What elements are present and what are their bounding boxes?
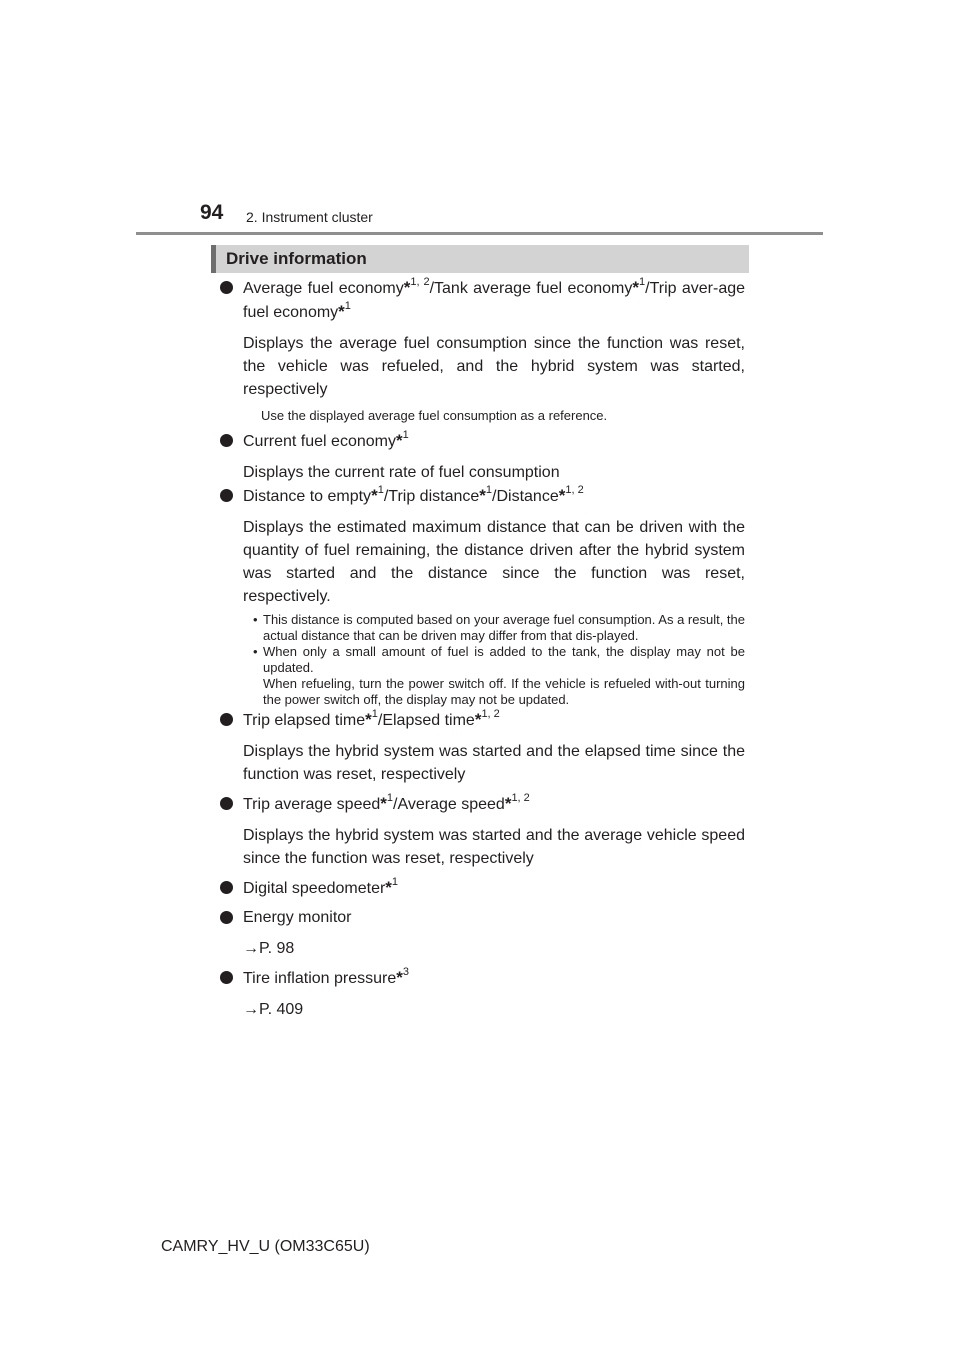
header-rule [136,232,823,235]
asterisk-icon: * [395,431,403,450]
footnote-ref: 1 [344,300,351,312]
note-item: • This distance is computed based on your average fuel consumption. As a result, the actual distance that can be driven may differ from that dis-played. [253,612,745,644]
footnote-ref: 1, 2 [481,708,500,720]
footnote-ref: 1 [371,708,378,720]
list-item [220,429,745,484]
note-item: • When only a small amount of fuel is added to the tank, the display may not be updated. When refueling, turn the power switch off. If the vehicle is refueled with-out turning the power switch off, the display may not be updated. [253,644,745,708]
list-item [220,708,745,786]
bullet-icon [220,797,233,810]
list-item [220,906,745,960]
asterisk-icon: * [632,278,639,297]
note-list [220,612,745,708]
footnote-ref: 1 [377,484,384,496]
bullet-icon [220,911,233,924]
item-title: Average fuel economy*$^{1, 2}$/Tank average fuel economy*$^1$/Trip aver-age fuel economy*$^1$ [220,276,745,324]
item-description: Displays the hybrid system was started and the average vehicle speed since the function was reset, respectively [243,827,745,867]
bullet-icon [220,713,233,726]
bullet-icon [220,489,233,502]
asterisk-icon: * [371,486,378,505]
item-title: Tire inflation pressure*$^3$ [220,966,745,990]
list-item [220,792,745,870]
asterisk-icon: * [504,794,512,813]
asterisk-icon: * [396,968,403,987]
footnote-ref: 1 [386,792,394,804]
footnote-ref: 1 [391,876,399,888]
item-description: Displays the current rate of fuel consumption [243,464,560,481]
list-item [220,876,745,900]
list-item [220,484,745,708]
item-description: Displays the average fuel consumption since the function was reset, the vehicle was refueled, and the hybrid system was started, respectively [243,335,745,398]
asterisk-icon: * [380,794,387,813]
list-item [220,276,745,423]
asterisk-icon: * [338,302,345,321]
bullet-icon [220,881,233,894]
item-description: Displays the hybrid system was started and the elapsed time since the function was reset, respectively [243,743,745,783]
model-code-footer: CAMRY_HV_U (OM33C65U) [161,1238,370,1255]
item-title: Trip average speed*$^1$/Average speed*$^{1, 2}$ [220,792,745,816]
item-title: Trip elapsed time*$^1$/Elapsed time*$^{1, 2}$ [220,708,745,732]
footnote-ref: 1, 2 [511,792,530,804]
asterisk-icon: * [365,710,372,729]
section-title: Drive information [226,249,367,268]
asterisk-icon: * [385,878,392,897]
list-item [220,966,745,1021]
footnote-ref: 1, 2 [410,276,430,288]
page-reference-link[interactable]: →P. 409 [243,1001,304,1018]
section-heading-bar [211,245,749,273]
asterisk-icon: * [474,710,482,729]
item-list [220,276,745,1021]
asterisk-icon: * [558,486,566,505]
footnote-ref: 3 [402,966,409,978]
footnote-ref: 1 [639,276,646,288]
page-reference-link[interactable]: →P. 98 [243,940,295,957]
item-note: Use the displayed average fuel consumption as a reference. [261,408,608,423]
page-number: 94 [200,201,224,224]
item-title: Distance to empty*$^1$/Trip distance*$^1$/Distance*$^{1, 2}$ [220,484,745,508]
bullet-icon [220,434,233,447]
bullet-icon [220,971,233,984]
footnote-ref: 1 [402,429,409,441]
chapter-title: 2. Instrument cluster [246,209,373,225]
item-title: Current fuel economy*$^1$ [220,429,745,453]
item-title: Energy monitor [220,906,745,929]
bullet-icon [220,281,233,294]
item-description: Displays the estimated maximum distance that can be driven with the quantity of fuel remaining, the distance driven after the hybrid system was started and the distance since the function was reset, respectively. [243,519,745,605]
asterisk-icon: * [403,278,411,297]
footnote-ref: 1, 2 [565,484,584,496]
item-title: Digital speedometer*$^1$ [220,876,745,900]
asterisk-icon: * [479,486,486,505]
footnote-ref: 1 [485,484,493,496]
